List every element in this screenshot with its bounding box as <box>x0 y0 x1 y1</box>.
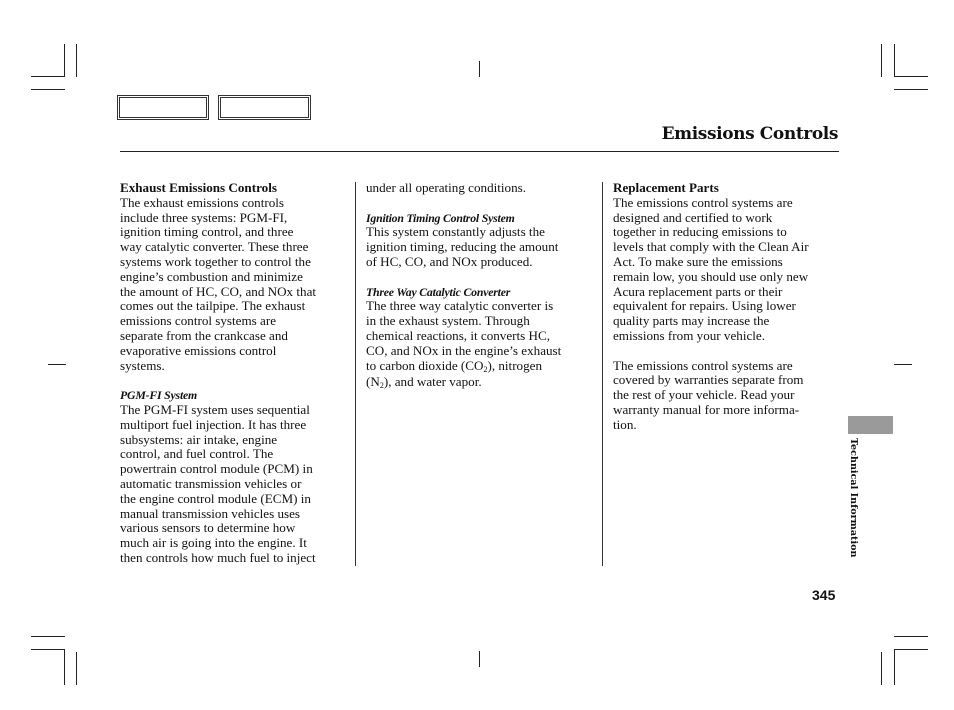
paragraph-line: ignition timing control, and three <box>120 224 294 240</box>
paragraph-line: quality parts may increase the <box>613 313 770 329</box>
paragraph-line: levels that comply with the Clean Air <box>613 239 809 255</box>
paragraph-line: separate from the crankcase and <box>120 327 288 343</box>
paragraph-line: powertrain control module (PCM) in <box>120 461 313 477</box>
paragraph <box>120 196 352 374</box>
paragraph <box>366 225 598 269</box>
section-heading: Replacement Parts <box>613 180 719 195</box>
paragraph-line: automatic transmission vehicles or <box>120 475 302 491</box>
paragraph-line: emissions from your vehicle. <box>613 327 766 343</box>
paragraph-line: manual transmission vehicles uses <box>120 505 301 521</box>
paragraph-line: subsystems: air intake, engine <box>120 431 278 447</box>
paragraph-line: warranty manual for more informa- <box>613 401 800 417</box>
paragraph-line: engine’s combustion and minimize <box>120 268 303 284</box>
column-divider <box>602 182 603 566</box>
crop-mark <box>64 44 65 77</box>
paragraph-line: designed and certified to work <box>613 209 773 225</box>
paragraph-line: way catalytic converter. These three <box>120 239 309 255</box>
paragraph <box>613 359 845 433</box>
paragraph-line: comes out the tailpipe. The exhaust <box>120 298 306 314</box>
subsection-heading: PGM-FI System <box>120 388 198 403</box>
section-tab[interactable] <box>848 416 893 434</box>
paragraph-line: remain low, you should use only new <box>613 268 809 284</box>
crop-mark <box>881 652 882 685</box>
section-heading: Exhaust Emissions Controls <box>120 180 277 195</box>
paragraph-line: equivalent for repairs. Using lower <box>613 298 796 314</box>
crop-mark <box>894 649 928 650</box>
crop-mark <box>894 649 895 685</box>
paragraph-line: The PGM-FI system uses sequential <box>120 401 310 417</box>
paragraph-line: The emissions control systems are <box>613 194 793 210</box>
paragraph-line: include three systems: PGM-FI, <box>120 209 288 225</box>
paragraph-line: The three way catalytic converter is <box>366 298 554 314</box>
crop-mark <box>894 76 928 77</box>
paragraph-line: systems work together to control the <box>120 253 311 269</box>
crop-mark <box>479 61 480 77</box>
paragraph <box>366 299 598 358</box>
paragraph-line: evaporative emissions control <box>120 342 277 358</box>
subsection-heading: Three Way Catalytic Converter <box>366 284 511 299</box>
crop-mark <box>76 44 77 77</box>
paragraph-line: various sensors to determine how <box>120 520 296 536</box>
paragraph-line: then controls how much fuel to inject <box>120 549 316 565</box>
paragraph-line: tion. <box>613 416 637 432</box>
title-rule <box>120 151 839 152</box>
paragraph-line: emissions control systems are <box>120 313 277 329</box>
crop-mark <box>881 44 882 77</box>
paragraph-line: the rest of your vehicle. Read your <box>613 387 795 403</box>
paragraph-line: multiport fuel injection. It has three <box>120 416 307 432</box>
crop-mark <box>894 364 912 365</box>
column-3 <box>613 181 845 433</box>
paragraph-line: The emissions control systems are <box>613 357 793 373</box>
paragraph-line: Acura replacement parts or their <box>613 283 783 299</box>
crop-mark <box>76 652 77 685</box>
column-divider <box>355 182 356 566</box>
crop-mark <box>64 649 65 685</box>
paragraph-line: The exhaust emissions controls <box>120 194 285 210</box>
paragraph-line: together in reducing emissions to <box>613 224 787 240</box>
crop-mark <box>31 89 65 90</box>
paragraph-line: ignition timing, reducing the amount <box>366 239 559 255</box>
paragraph <box>120 403 352 566</box>
paragraph-line: systems. <box>120 357 165 373</box>
paragraph-line: much air is going into the engine. It <box>120 535 307 551</box>
paragraph-line: covered by warranties separate from <box>613 372 804 388</box>
page-number: 345 <box>812 587 836 603</box>
subsection-heading: Ignition Timing Control System <box>366 210 515 225</box>
crop-mark <box>894 89 928 90</box>
paragraph-line: to carbon dioxide $(CO_2)$, nitrogen <box>366 357 543 374</box>
page-title: Emissions Controls <box>661 124 838 144</box>
crop-mark <box>31 636 65 637</box>
paragraph-line: under all operating conditions. <box>366 180 526 195</box>
paragraph-line: $(N_2)$, and water vapor. <box>366 374 482 391</box>
paragraph-line: CO, and NOx in the engine’s exhaust <box>366 342 562 358</box>
paragraph-line: This system constantly adjusts the <box>366 224 545 240</box>
paragraph-line: chemical reactions, it converts HC, <box>366 327 550 343</box>
column-1 <box>120 181 352 566</box>
nav-box-2 <box>218 95 311 120</box>
paragraph <box>613 196 845 344</box>
crop-mark <box>48 364 66 365</box>
nav-box-1 <box>117 95 209 120</box>
crop-mark <box>894 636 928 637</box>
paragraph-line: of HC, CO, and NOx produced. <box>366 253 533 269</box>
paragraph-line: Act. To make sure the emissions <box>613 253 783 269</box>
crop-mark <box>894 44 895 77</box>
crop-mark <box>31 649 65 650</box>
crop-mark <box>479 651 480 667</box>
paragraph-line: in the exhaust system. Through <box>366 313 530 329</box>
section-tab-label: Technical Information <box>848 438 859 558</box>
paragraph-line: the amount of HC, CO, and NOx that <box>120 283 317 299</box>
crop-mark <box>31 76 65 77</box>
column-2 <box>366 181 598 392</box>
paragraph-line: the engine control module (ECM) in <box>120 490 311 506</box>
paragraph-line: control, and fuel control. The <box>120 446 274 462</box>
